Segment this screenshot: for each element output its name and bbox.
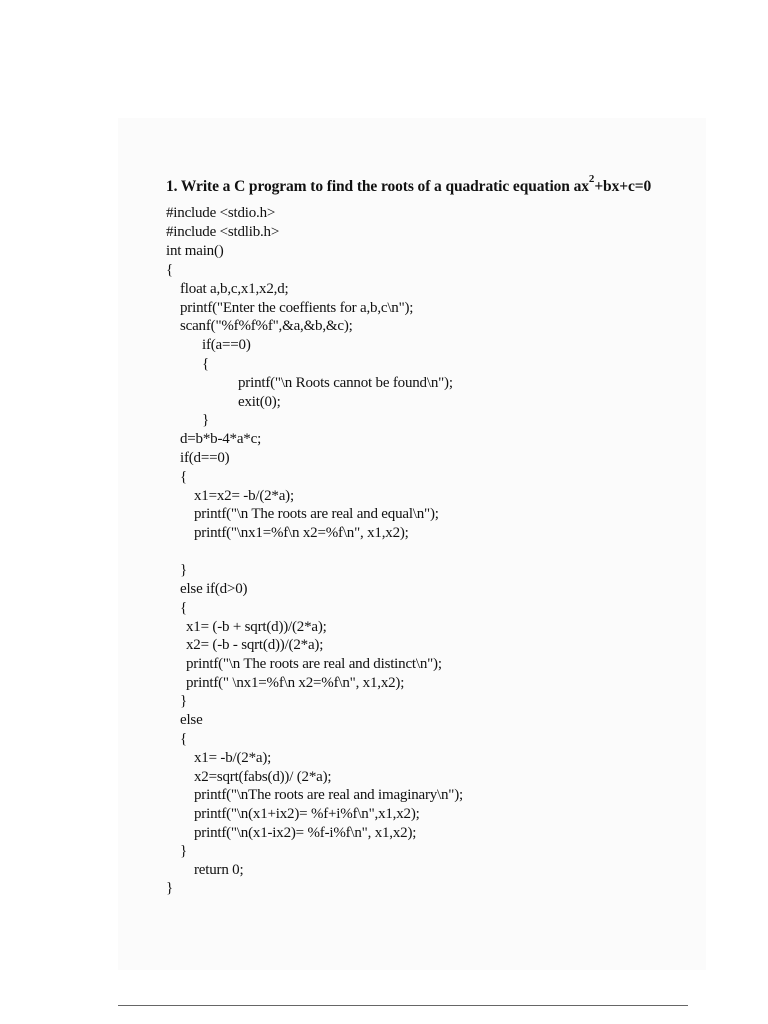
code-line: d=b*b-4*a*c; <box>180 431 262 447</box>
code-line: } <box>166 880 173 896</box>
heading-superscript: 2 <box>588 173 595 185</box>
code-line: #include <stdio.h> <box>166 205 276 221</box>
code-line: { <box>180 600 187 616</box>
code-line: } <box>180 843 187 859</box>
code-line: x1=x2= -b/(2*a); <box>194 488 294 504</box>
code-line: return 0; <box>194 862 244 878</box>
code-line: } <box>180 562 187 578</box>
heading-tail: +bx+c=0 <box>594 178 652 196</box>
code-line: printf("Enter the coeffients for a,b,c\n"); <box>180 300 414 316</box>
code-line: { <box>202 356 209 372</box>
code-line: else <box>180 712 203 728</box>
code-line: x2= (-b - sqrt(d))/(2*a); <box>186 637 324 653</box>
exercise-heading <box>166 173 652 196</box>
code-line: x1= -b/(2*a); <box>194 750 272 766</box>
code-line: float a,b,c,x1,x2,d; <box>180 281 289 297</box>
code-line: printf(" \nx1=%f\n x2=%f\n", x1,x2); <box>186 675 405 691</box>
code-line: printf("\n The roots are real and distinct\n"); <box>186 656 442 672</box>
code-line: } <box>180 693 187 709</box>
code-line: #include <stdlib.h> <box>166 224 280 240</box>
code-line: printf("\nThe roots are real and imaginary\n"); <box>194 787 463 803</box>
code-line: if(a==0) <box>202 337 251 353</box>
code-line: else if(d>0) <box>180 581 248 597</box>
code-line: x1= (-b + sqrt(d))/(2*a); <box>186 619 327 635</box>
code-line: scanf("%f%f%f",&a,&b,&c); <box>180 318 353 334</box>
code-line: { <box>180 731 187 747</box>
code-line: exit(0); <box>238 394 281 410</box>
footer-rule <box>118 1005 688 1006</box>
code-line: printf("\n(x1+ix2)= %f+i%f\n",x1,x2); <box>194 806 420 822</box>
heading-text: 1. Write a C program to find the roots of a quadratic equation ax <box>166 178 589 196</box>
code-line: int main() <box>166 243 224 259</box>
code-line: x2=sqrt(fabs(d))/ (2*a); <box>194 769 332 785</box>
code-line: if(d==0) <box>180 450 230 466</box>
code-line: { <box>180 469 187 485</box>
code-line: printf("\n(x1-ix2)= %f-i%f\n", x1,x2); <box>194 825 417 841</box>
code-line: printf("\n Roots cannot be found\n"); <box>238 375 453 391</box>
code-line: printf("\n The roots are real and equal\n"); <box>194 506 439 522</box>
code-line: printf("\nx1=%f\n x2=%f\n", x1,x2); <box>194 525 409 541</box>
code-line: } <box>202 412 209 428</box>
code-line: { <box>166 262 173 278</box>
